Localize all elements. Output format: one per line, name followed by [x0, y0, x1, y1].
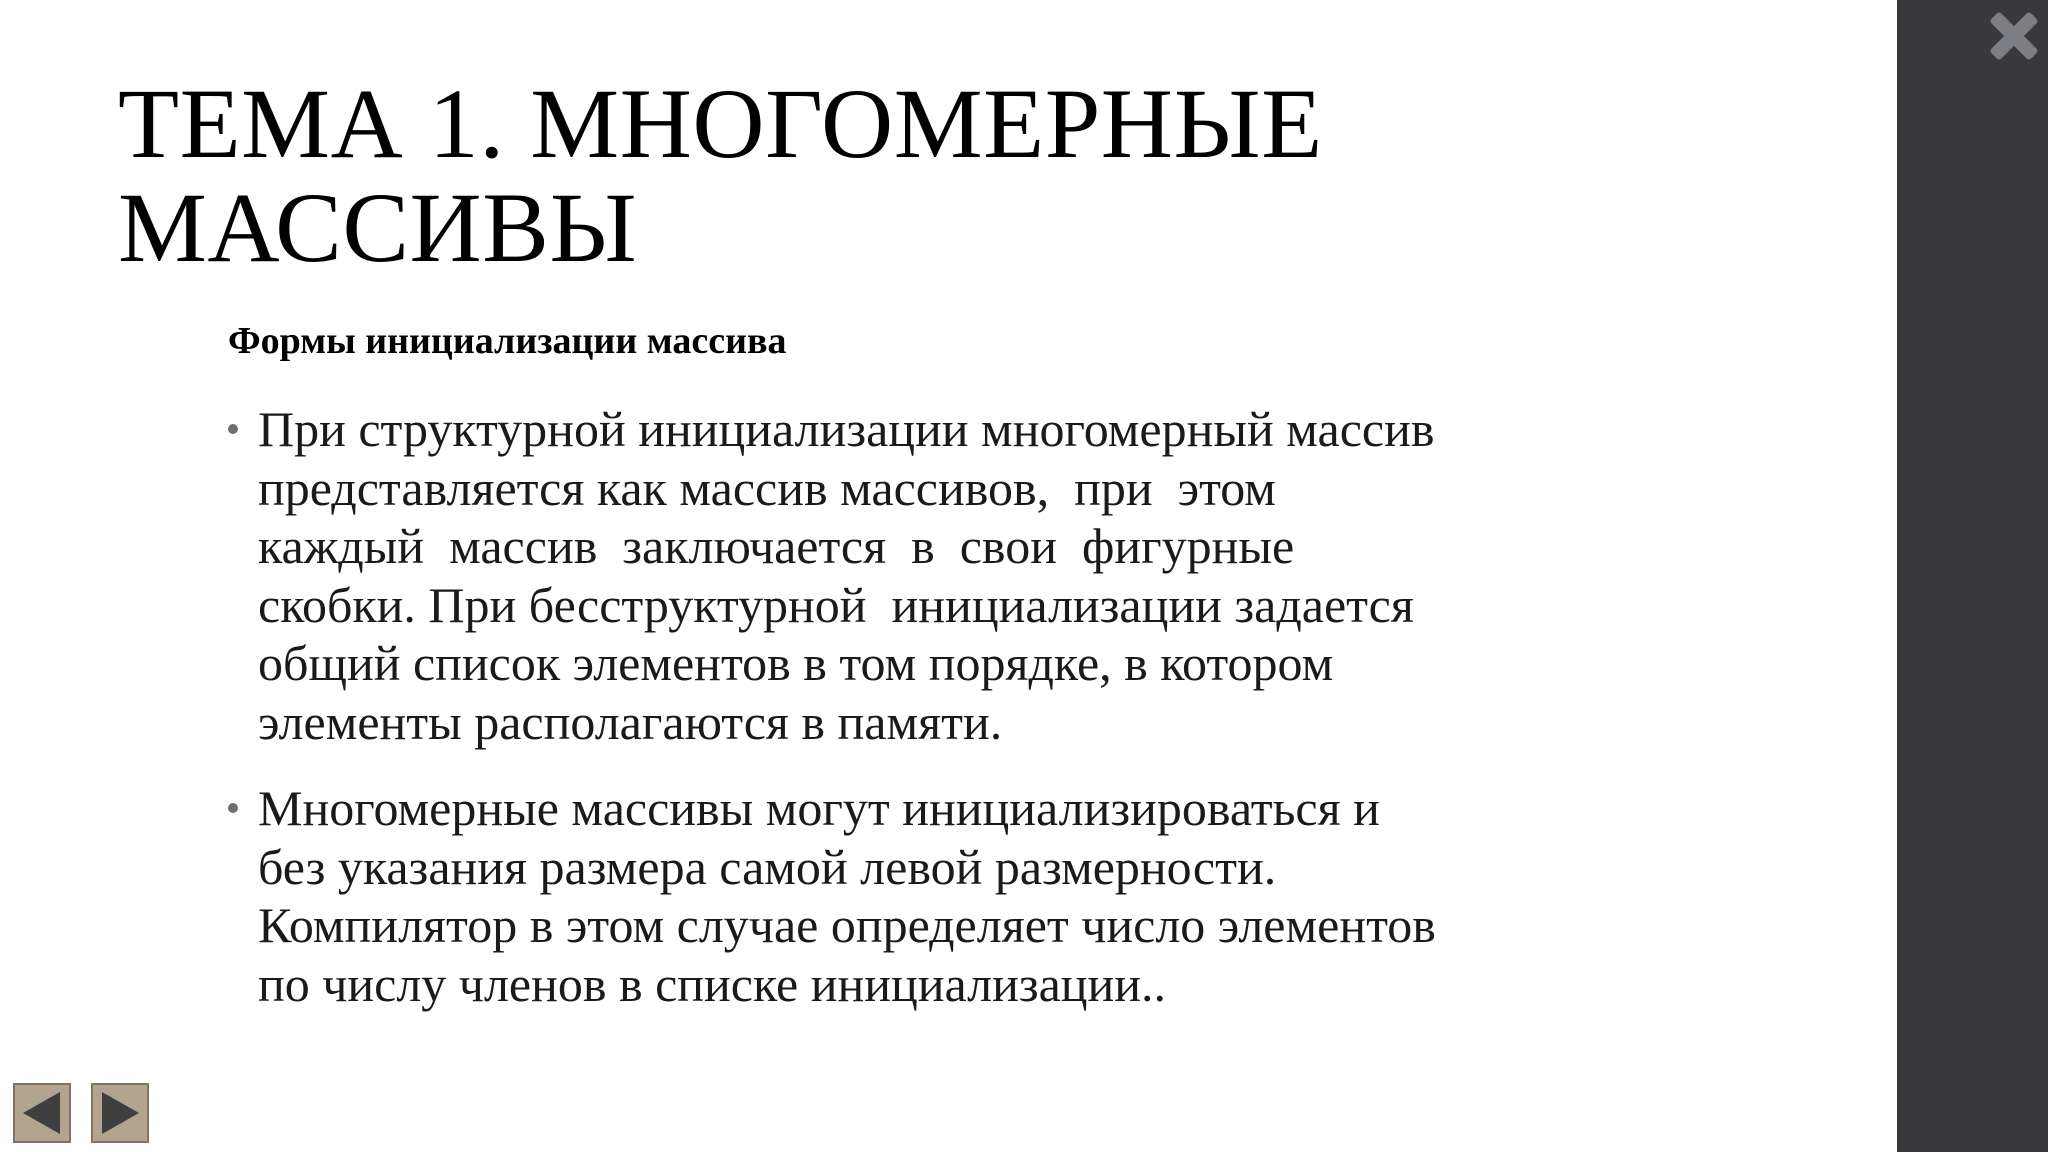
bullet-item — [228, 400, 1708, 751]
bullet-text-line: общий список элементов в том порядке, в котором — [258, 635, 1334, 691]
bullet-text-line: по числу членов в списке инициализации.. — [258, 955, 1167, 1012]
bullet-text-line: скобки. При бесструктурной инициализации задается — [258, 576, 1414, 633]
triangle-left-icon — [15, 1085, 69, 1141]
close-button[interactable] — [1988, 10, 2040, 62]
bullet-text-line: При структурной инициализации многомерный массив — [258, 401, 1435, 457]
bullet-list — [228, 400, 1708, 1041]
bullet-text-line: каждый массив заключается в свои фигурные — [258, 518, 1295, 574]
triangle-right-icon — [93, 1085, 147, 1141]
slide-title-line: МАССИВЫ — [118, 172, 638, 283]
bullet-text-line: без указания размера самой левой размерности. — [258, 838, 1277, 895]
bullet-item — [228, 779, 1708, 1013]
bullet-dot-icon — [228, 424, 238, 434]
bullet-text-line: элементы располагаются в памяти. — [258, 693, 1003, 750]
side-panel — [1897, 0, 2048, 1152]
bullet-text-line: Многомерные массивы могут инициализироваться и — [258, 780, 1380, 836]
previous-slide-button[interactable] — [13, 1083, 71, 1143]
bullet-text-line: представляется как массив массивов, при этом — [258, 459, 1276, 516]
slide-title — [118, 68, 1323, 283]
close-x-icon — [1988, 10, 2040, 62]
next-slide-button[interactable] — [91, 1083, 149, 1143]
bullet-dot-icon — [228, 803, 238, 813]
slide-title-line: ТЕМА 1. МНОГОМЕРНЫЕ — [118, 68, 1323, 179]
bullet-text-line: Компилятор в этом случае определяет число элементов — [258, 897, 1436, 953]
slide-subtitle: Формы инициализации массива — [228, 320, 787, 362]
